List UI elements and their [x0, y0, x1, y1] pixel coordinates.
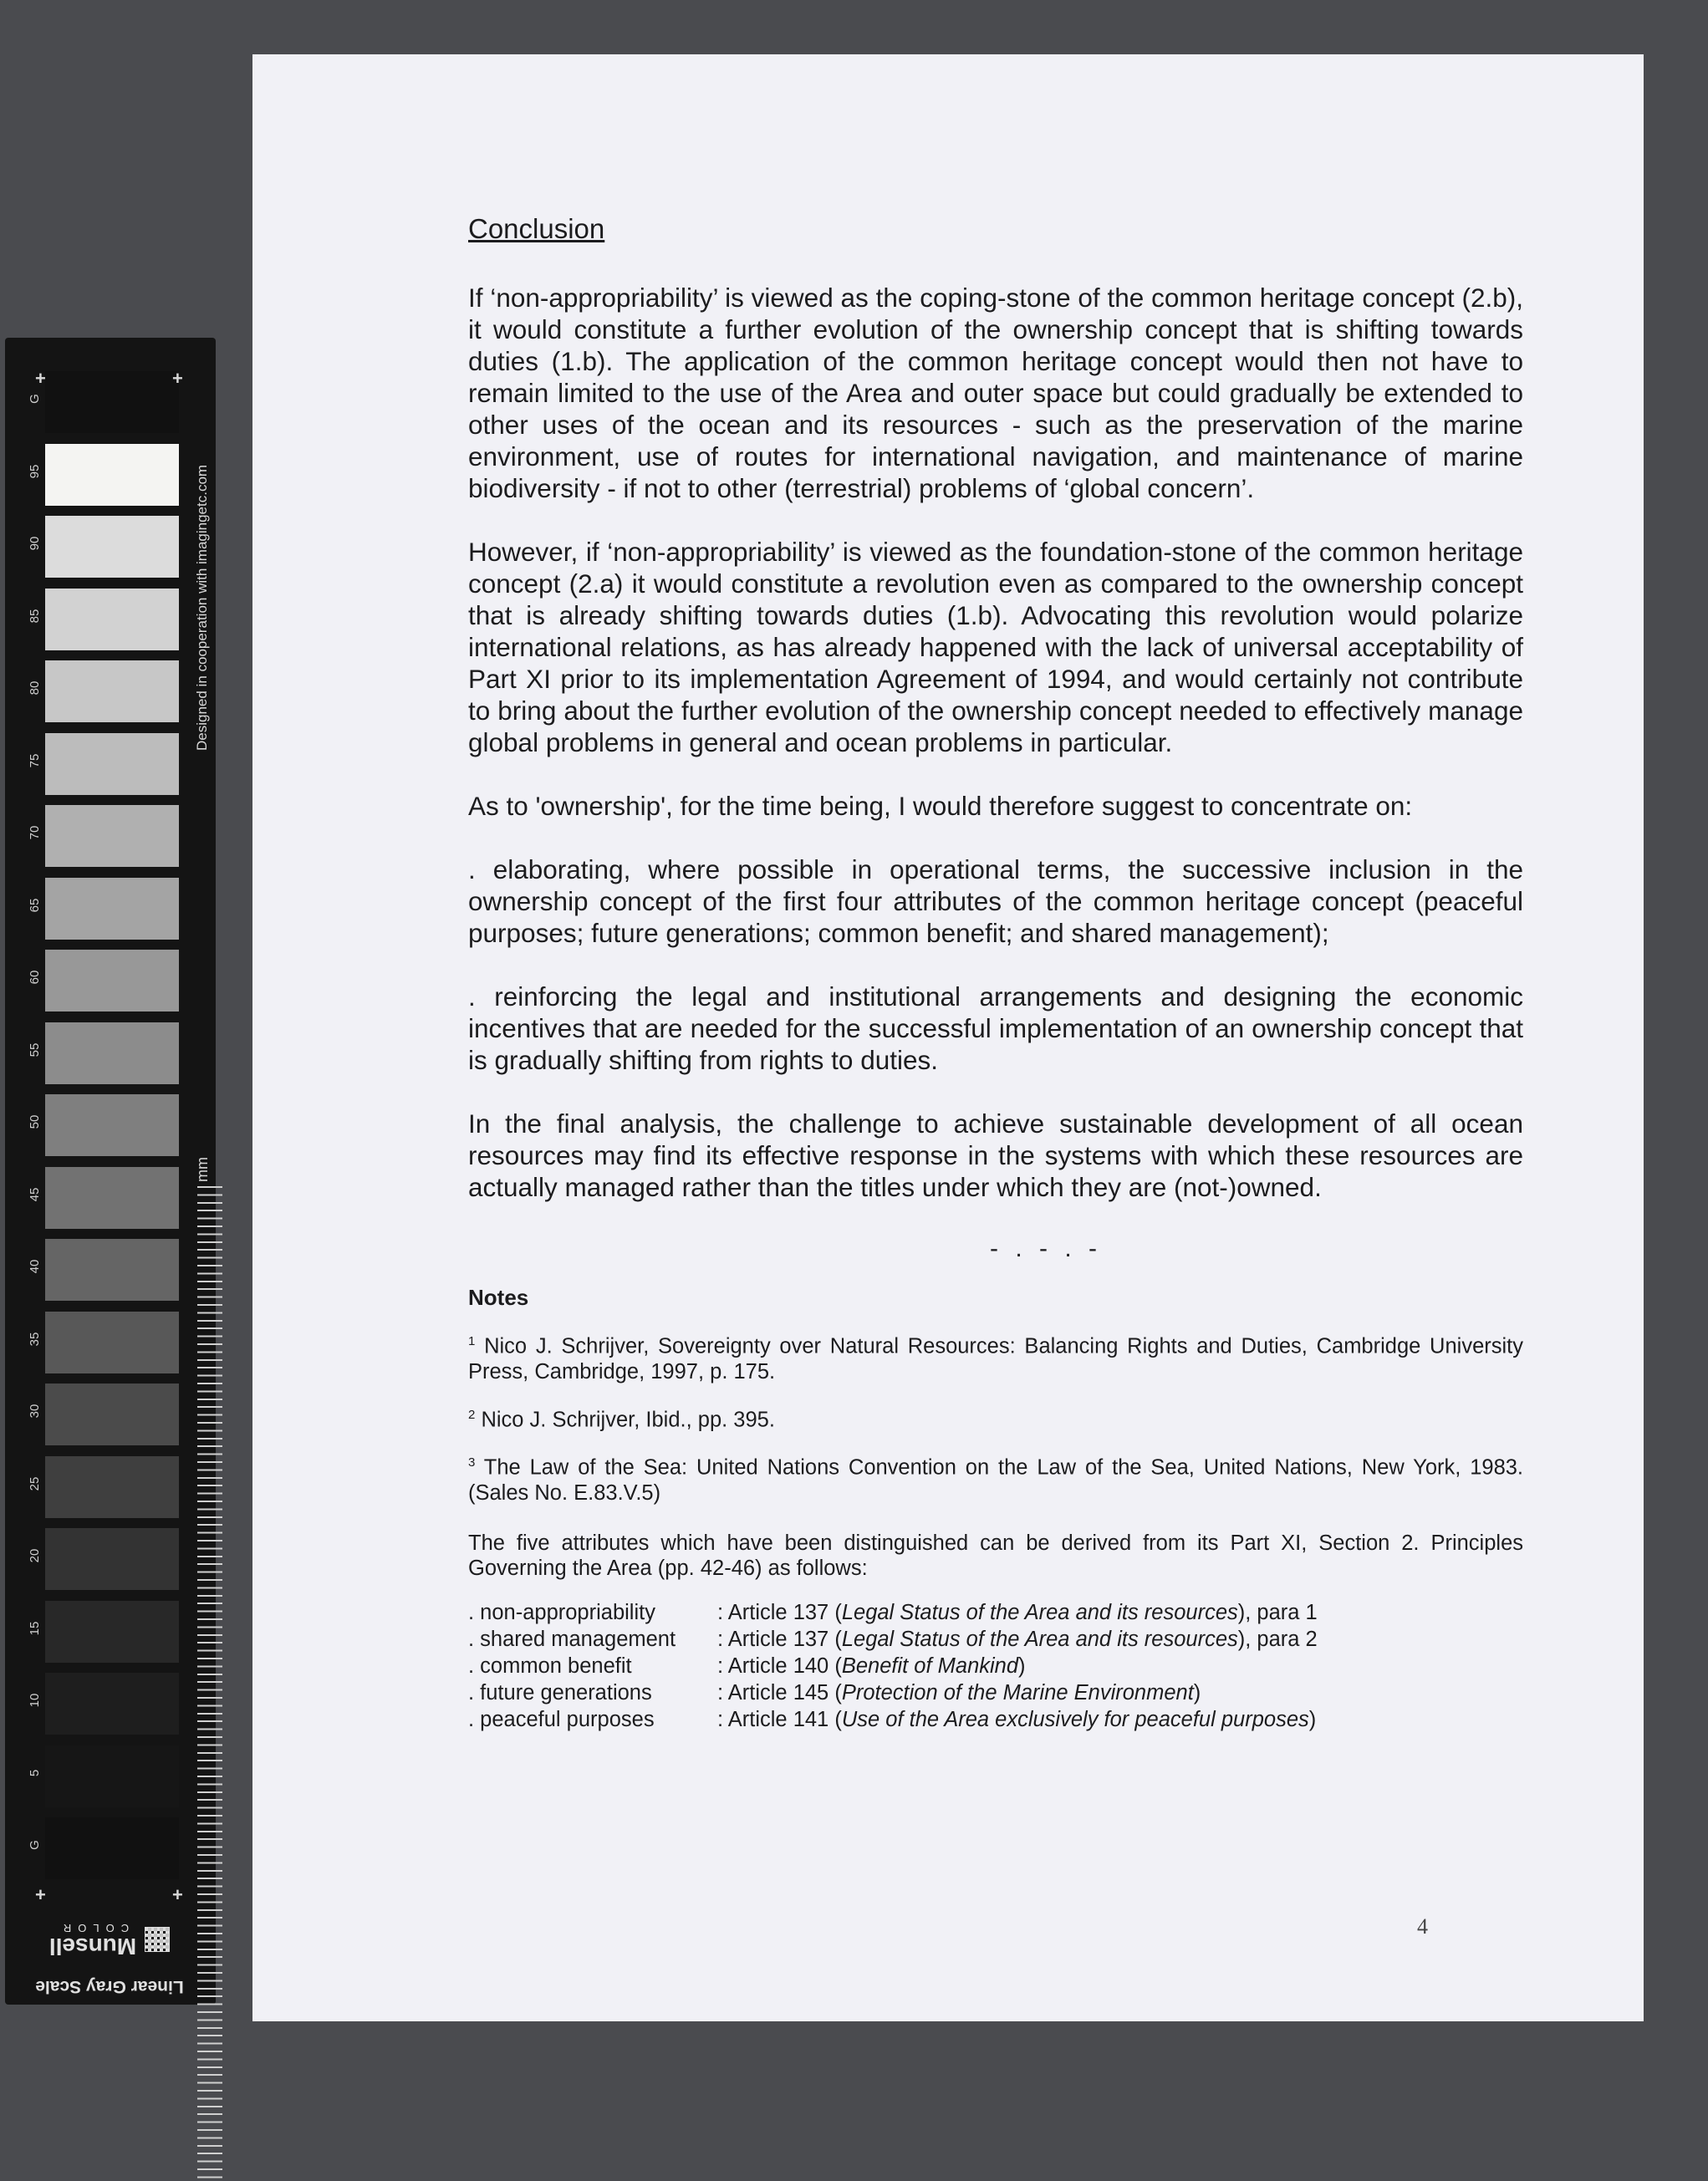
scale-number: G — [28, 394, 42, 404]
scale-number: 75 — [28, 753, 42, 767]
scale-number: 95 — [28, 464, 42, 478]
article-title: Protection of the Marine Environment — [841, 1680, 1194, 1705]
article-tail: ), para 1 — [1237, 1600, 1318, 1624]
attribute-row — [468, 1706, 1318, 1733]
footnote-text: The Law of the Sea: United Nations Convention on the Law of the Sea, United Nations, New York, 1983. (Sales No. E.83.V.5) — [468, 1455, 1524, 1505]
article-ref: : Article 141 ( — [717, 1707, 842, 1731]
plus-mark: + — [172, 368, 183, 389]
article-title: Benefit of Mankind — [841, 1654, 1019, 1678]
footnote-number: 1 — [468, 1334, 476, 1348]
scale-number: 30 — [28, 1404, 42, 1419]
scale-title: Linear Gray Scale — [35, 1977, 184, 1996]
attributes-table — [468, 1599, 1318, 1733]
article-title: Legal Status of the Area and its resources — [841, 1627, 1238, 1651]
footnote-number: 3 — [468, 1455, 476, 1470]
mm-ruler — [197, 1186, 222, 2181]
attribute-article — [717, 1626, 1318, 1653]
brand-name: Munsell — [48, 1934, 137, 1959]
attribute-article — [717, 1706, 1318, 1733]
scale-number: 35 — [28, 1332, 42, 1346]
attribute-article — [717, 1679, 1318, 1706]
attributes-intro: The five attributes which have been distinguished can be derived from its Part XI, Section 2. Principles Governing the Area (pp. 42-46) as follows: — [468, 1531, 1523, 1580]
footnote — [468, 1450, 1523, 1506]
gray-swatch — [45, 1817, 179, 1879]
gray-swatch — [45, 1239, 179, 1301]
notes-heading: Notes — [468, 1285, 529, 1310]
footnote-text: Nico J. Schrijver, Sovereignty over Natural Resources: Balancing Rights and Duties, Cambridge University Press, Cambridge, 1997, p. 175. — [468, 1334, 1523, 1384]
gray-swatch — [45, 1528, 179, 1590]
gray-swatch — [45, 444, 179, 506]
attribute-name: . peaceful purposes — [468, 1707, 655, 1731]
section-heading: Conclusion — [468, 213, 605, 244]
scale-number: 15 — [28, 1621, 42, 1635]
page-number: 4 — [1417, 1914, 1428, 1939]
attribute-row — [468, 1679, 1318, 1706]
gray-swatch — [45, 1312, 179, 1373]
gray-swatch — [45, 1601, 179, 1663]
scale-number: 85 — [28, 609, 42, 623]
footnote — [468, 1403, 1523, 1433]
list-paragraph: . reinforcing the legal and institutional arrangements and designing the economic incentives that are needed for the successful implementation of an ownership concept that is gradually shifting from rights to duties. — [468, 981, 1523, 1075]
gray-swatch — [45, 950, 179, 1012]
attribute-name: . common benefit — [468, 1654, 632, 1678]
gray-swatch — [45, 878, 179, 940]
scale-number: 65 — [28, 898, 42, 912]
gray-swatch — [45, 805, 179, 867]
gray-swatch — [45, 1384, 179, 1445]
scale-number: 70 — [28, 825, 42, 840]
article-tail: ) — [1193, 1680, 1201, 1705]
article-ref: : Article 140 ( — [717, 1654, 842, 1678]
article-tail: ) — [1018, 1654, 1026, 1678]
gray-swatch — [45, 1167, 179, 1229]
gray-swatch — [45, 1022, 179, 1084]
footnote — [468, 1329, 1523, 1384]
footnote-text: Nico J. Schrijver, Ibid., pp. 395. — [481, 1408, 775, 1431]
munsell-logo-icon — [145, 1928, 170, 1953]
attribute-row — [468, 1626, 1318, 1653]
scale-number: 45 — [28, 1187, 42, 1201]
gray-swatch — [45, 516, 179, 578]
scale-number: 10 — [28, 1693, 42, 1708]
paragraph: If ‘non-appropriability’ is viewed as the coping-stone of the common heritage concept (2.b), it would constitute a further evolution of the ownership concept that is shifting towards duties (1.b). The application of the common heritage concept would then not have to remain limited to the use of the Area and outer space but could gradually be extended to other uses of the ocean and its resources - such as the preservation of the marine environment, use of routes for international navigation, and maintenance of marine biodiversity - if not to other (terrestrial) problems of ‘global concern’. — [468, 283, 1523, 503]
gray-swatch — [45, 733, 179, 795]
brand-sub: COLOR — [56, 1922, 130, 1934]
gray-scale-card — [5, 338, 216, 2005]
paragraph: In the final analysis, the challenge to achieve sustainable development of all ocean resources may find its effective response in the systems with which these resources are actually managed rather than the titles under which they are (not-)owned. — [468, 1108, 1523, 1202]
scale-number: 60 — [28, 970, 42, 985]
attribute-name: . non-appropriability — [468, 1600, 655, 1624]
plus-mark: + — [35, 368, 46, 389]
scale-number: 20 — [28, 1548, 42, 1563]
article-ref: : Article 137 ( — [717, 1600, 842, 1624]
gray-swatch — [45, 589, 179, 650]
attribute-article — [717, 1653, 1318, 1679]
document-page — [252, 54, 1644, 2021]
article-title: Use of the Area exclusively for peaceful purposes — [841, 1707, 1309, 1731]
scale-number: 40 — [28, 1259, 42, 1274]
gray-swatch — [45, 1745, 179, 1807]
attribute-name: . future generations — [468, 1680, 652, 1705]
scale-number: 5 — [28, 1769, 42, 1776]
attribute-row — [468, 1653, 1318, 1679]
plus-mark: + — [35, 1884, 46, 1905]
gray-swatch — [45, 1094, 179, 1156]
page-content — [468, 213, 1523, 1733]
article-title: Legal Status of the Area and its resources — [841, 1600, 1238, 1624]
footnote-number: 2 — [468, 1407, 476, 1422]
attribute-row — [468, 1599, 1318, 1626]
scale-number: G — [28, 1840, 42, 1850]
scale-number: 55 — [28, 1042, 42, 1057]
paragraph: However, if ‘non-appropriability’ is viewed as the foundation-stone of the common heritage concept (2.a) it would constitute a revolution even as compared to the ownership concept that is already shifting towards duties (1.b). Advocating this revolution would polarize international relations, as has already happened with the lack of universal acceptability of Part XI prior to its implementation Agreement of 1994, and would certainly not contribute to bring about the further evolution of the ownership concept needed to effectively manage global problems in general and ocean problems in particular. — [468, 537, 1523, 757]
scale-number: 90 — [28, 536, 42, 551]
section-separator: - . - . - — [990, 1235, 1102, 1262]
gray-swatch — [45, 1673, 179, 1735]
designer-credit: Designed in cooperation with imagingetc.com — [194, 464, 210, 751]
gray-swatch — [45, 1456, 179, 1518]
plus-mark: + — [172, 1884, 183, 1905]
article-ref: : Article 145 ( — [717, 1680, 842, 1705]
attribute-article — [717, 1599, 1318, 1626]
gray-swatch — [45, 371, 179, 433]
list-paragraph: . elaborating, where possible in operational terms, the successive inclusion in the ownership concept of the first four attributes of the common heritage concept (peaceful purposes; future generations; common benefit; and shared management); — [468, 854, 1523, 948]
scale-number: 25 — [28, 1476, 42, 1491]
gray-swatch — [45, 660, 179, 722]
article-ref: : Article 137 ( — [717, 1627, 842, 1651]
scale-number: 80 — [28, 680, 42, 696]
mm-label: mm — [194, 1157, 211, 1182]
article-tail: ), para 2 — [1237, 1627, 1318, 1651]
paragraph: As to 'ownership', for the time being, I would therefore suggest to concentrate on: — [468, 791, 1413, 821]
article-tail: ) — [1308, 1707, 1317, 1731]
scale-number: 50 — [28, 1114, 42, 1129]
attribute-name: . shared management — [468, 1627, 676, 1651]
